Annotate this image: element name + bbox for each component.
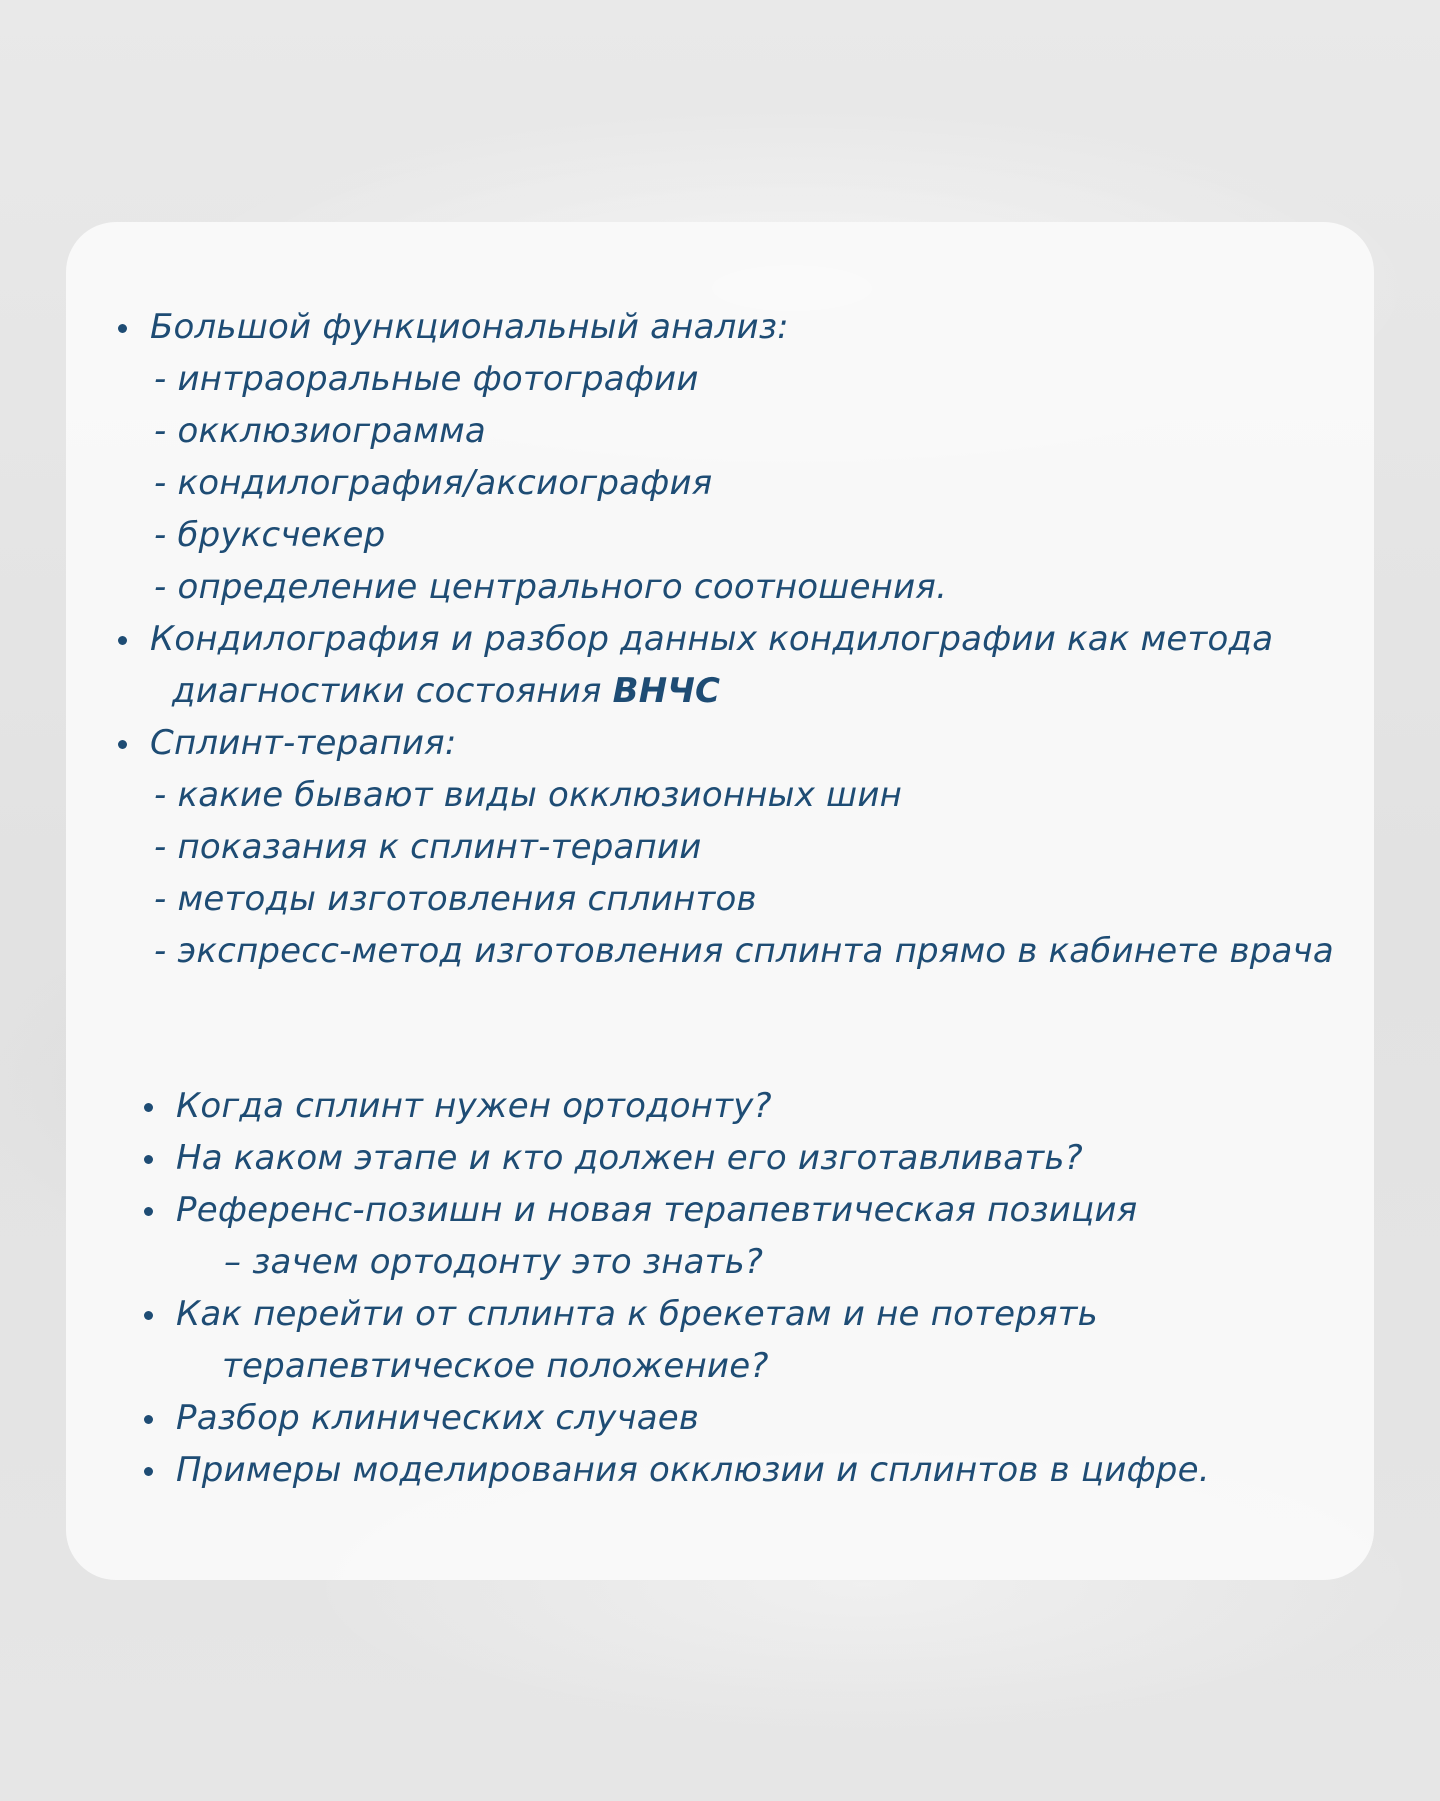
list-item-label: Большой функциональный анализ: [150,307,789,347]
sub-item-label: - показания к сплинт-терапии [154,827,702,867]
bullet-icon [144,1467,153,1476]
bullet-icon [118,740,127,749]
sub-item-label: - окклюзиограмма [154,411,486,451]
list-item-label: Референс-позишн и новая терапевтическая позиция [176,1190,1138,1230]
list-item-label: Разбор клинических случаев [176,1398,700,1438]
sub-item-label: - какие бывают виды окклюзионных шин [154,775,903,815]
sub-item-label: - интраоральные фотографии [154,359,699,399]
content-card [66,222,1374,1580]
bullet-icon [144,1415,153,1424]
list-item-label: Примеры моделирования окклюзии и сплинтов в цифре. [176,1450,1210,1490]
list-item-label: – зачем ортодонту это знать? [224,1242,764,1282]
bullet-icon [144,1103,153,1112]
list-item-label: Сплинт-терапия: [150,723,457,763]
sub-item-label: - методы изготовления сплинтов [154,879,757,919]
bullet-icon [118,324,127,333]
sub-item-label: - кондилография/аксиография [154,463,713,503]
list-item-label: Кондилография и разбор данных кондилографии как метода [150,619,1274,659]
bullet-icon [144,1311,153,1320]
bullet-icon [118,636,127,645]
list-item-label: Как перейти от сплинта к брекетам и не потерять [176,1294,1098,1334]
bullet-icon [144,1155,153,1164]
sub-item-label: - экспресс-метод изготовления сплинта прямо в кабинете врача [154,931,1334,971]
list-item-label: терапевтическое положение? [222,1346,769,1386]
bullet-icon [144,1207,153,1216]
list-item-label: диагностики состояния [172,671,613,711]
sub-item-label: - определение центрального соотношения. [154,567,948,607]
list-item-label: Когда сплинт нужен ортодонту? [176,1086,772,1126]
list-item-label: На каком этапе и кто должен его изготавливать? [176,1138,1083,1178]
abbreviation-bold: ВНЧС [612,671,721,711]
sub-item-label: - бруксчекер [154,515,386,555]
